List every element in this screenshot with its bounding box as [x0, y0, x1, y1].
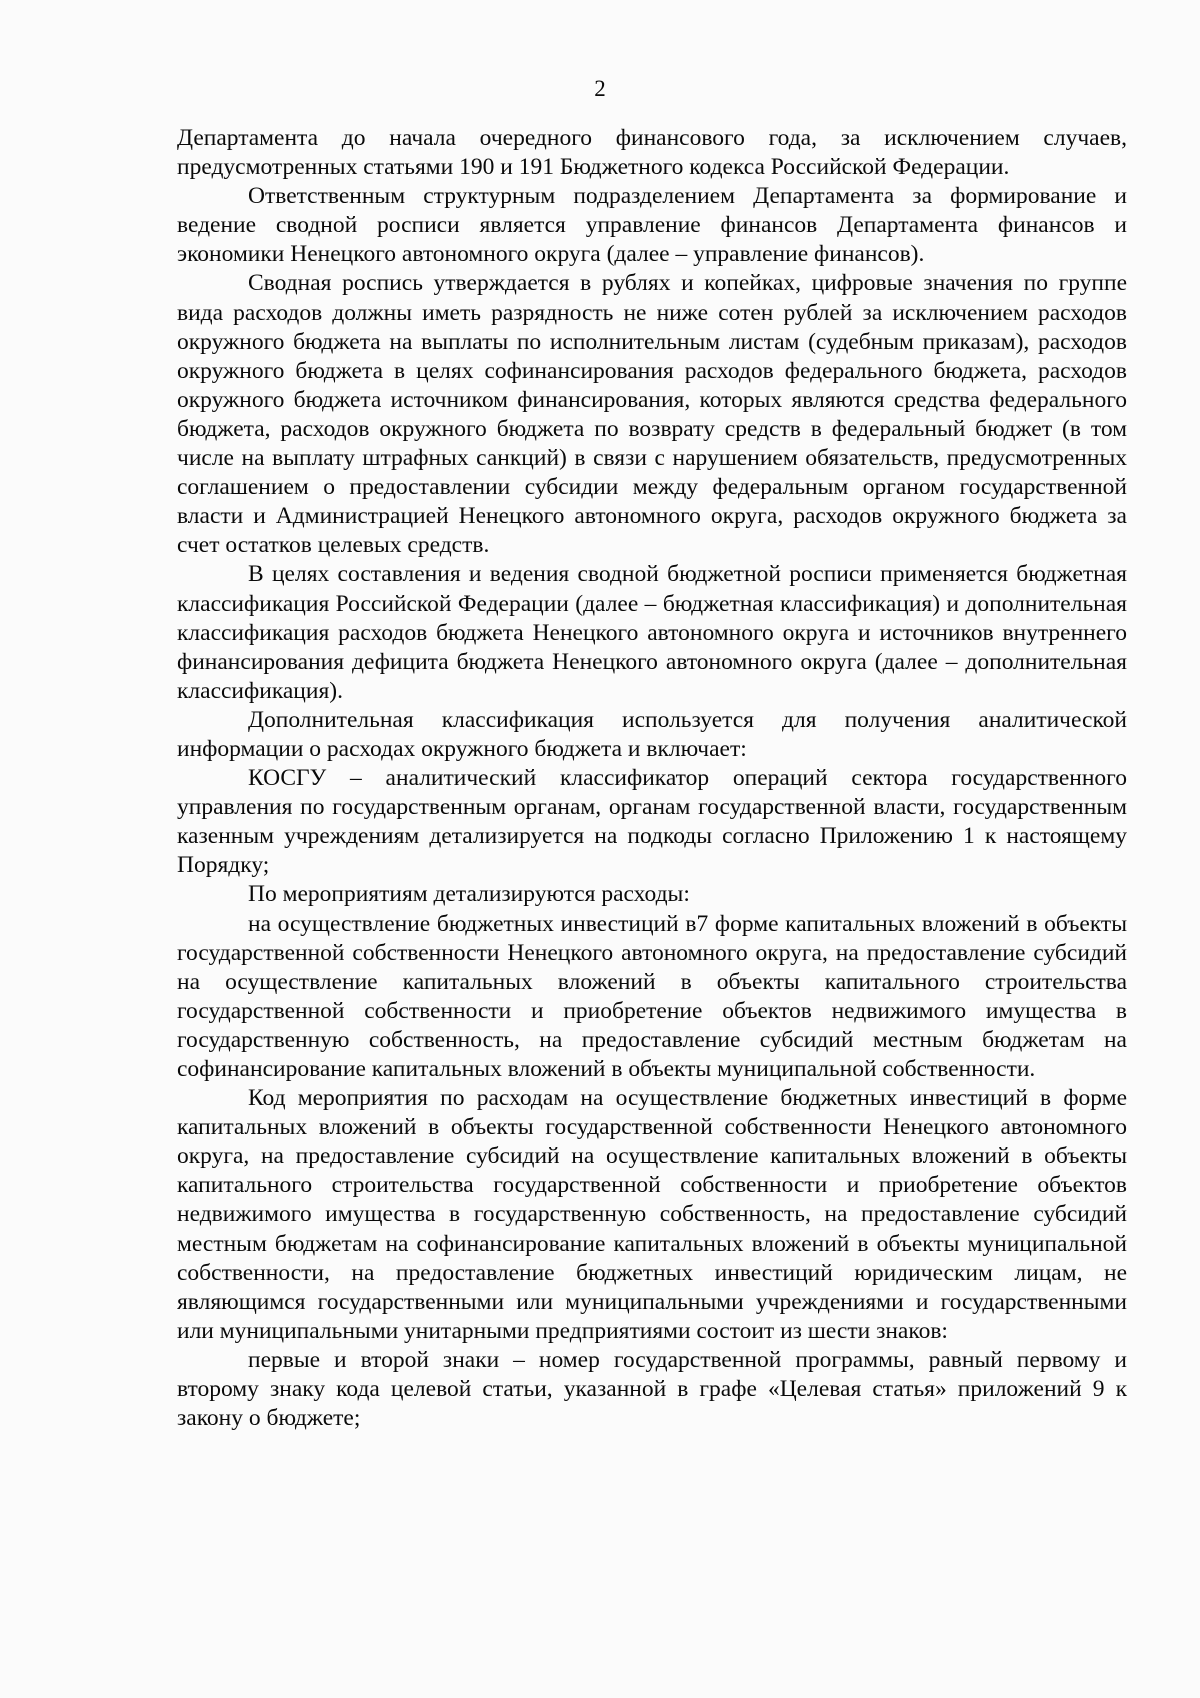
paragraph-measures-intro: По мероприятиям детализируются расходы: — [248, 881, 690, 908]
paragraph-capital-investments: на осуществление бюджетных инвестиций в7 форме капитальных вложений в объекты государственной собственности Ненецкого автономного округа, на предоставление субсидий на осуществление капитальных вложений в объекты капитального строительства государственной собственности и приобретение объектов недвижимого имущества в государственную собственность, на предоставление субсидий местным бюджетам на софинансирование капитальных вложений в объекты муниципальной собственности. — [177, 910, 1127, 1082]
page-number: 2 — [594, 76, 606, 101]
paragraph-measure-code: Код мероприятия по расходам на осуществление бюджетных инвестиций в форме капитальных вложений в объекты государственной собственности Ненецкого автономного округа, на предоставление субсидий на осуществление капитальных вложений в объекты капитального строительства государственной собственности и приобретение объектов недвижимого имущества в государственную собственность, на предоставление субсидий местным бюджетам на софинансирование капитальных вложений в объекты муниципальной собственности, на предоставление бюджетных инвестиций юридическим лицам, не являющимся государственными или муниципальными учреждениями и государственными или муниципальными унитарными предприятиями состоит из шести знаков: — [177, 1085, 1127, 1344]
paragraph-first-second-digits: первые и второй знаки – номер государственной программы, равный первому и второму знаку кода целевой статьи, указанной в графе «Целевая статья» приложений 9 к закону о бюджете; — [177, 1346, 1127, 1432]
paragraph-kosgu: КОСГУ – аналитический классификатор операций сектора государственного управления по государственным органам, органам государственной власти, государственным казенным учреждениям детализируется на подкоды согласно Приложению 1 к настоящему Порядку; — [177, 765, 1127, 879]
document-body — [177, 124, 1127, 1433]
paragraph-roster-approval: Сводная роспись утверждается в рублях и копейках, цифровые значения по группе вида расходов должны иметь разрядность не ниже сотен рублей за исключением расходов окружного бюджета на выплаты по исполнительным листам (судебным приказам), расходов окружного бюджета в целях софинансирования расходов федерального бюджета, расходов окружного бюджета источником финансирования, которых являются средства федерального бюджета, расходов окружного бюджета по возврату средств в федеральный бюджет (в том числе на выплату штрафных санкций) в связи с нарушением обязательств, предусмотренных соглашением о предоставлении субсидии между федеральным органом государственной власти и Администрацией Ненецкого автономного округа, расходов окружного бюджета за счет остатков целевых средств. — [177, 270, 1127, 559]
paragraph-additional-classification: Дополнительная классификация используется для получения аналитической информации о расходах окружного бюджета и включает: — [177, 706, 1127, 762]
paragraph-continuation: Департамента до начала очередного финансового года, за исключением случаев, предусмотренных статьями 190 и 191 Бюджетного кодекса Российской Федерации. — [177, 125, 1127, 181]
paragraph-budget-classification: В целях составления и ведения сводной бюджетной росписи применяется бюджетная классификация Российской Федерации (далее – бюджетная классификация) и дополнительная классификация расходов бюджета Ненецкого автономного округа и источников внутреннего финансирования дефицита бюджета Ненецкого автономного округа (далее – дополнительная классификация). — [177, 561, 1127, 704]
paragraph-responsible-unit: Ответственным структурным подразделением Департамента за формирование и ведение сводной росписи является управление финансов Департамента финансов и экономики Ненецкого автономного округа (далее – управление финансов). — [177, 183, 1127, 268]
